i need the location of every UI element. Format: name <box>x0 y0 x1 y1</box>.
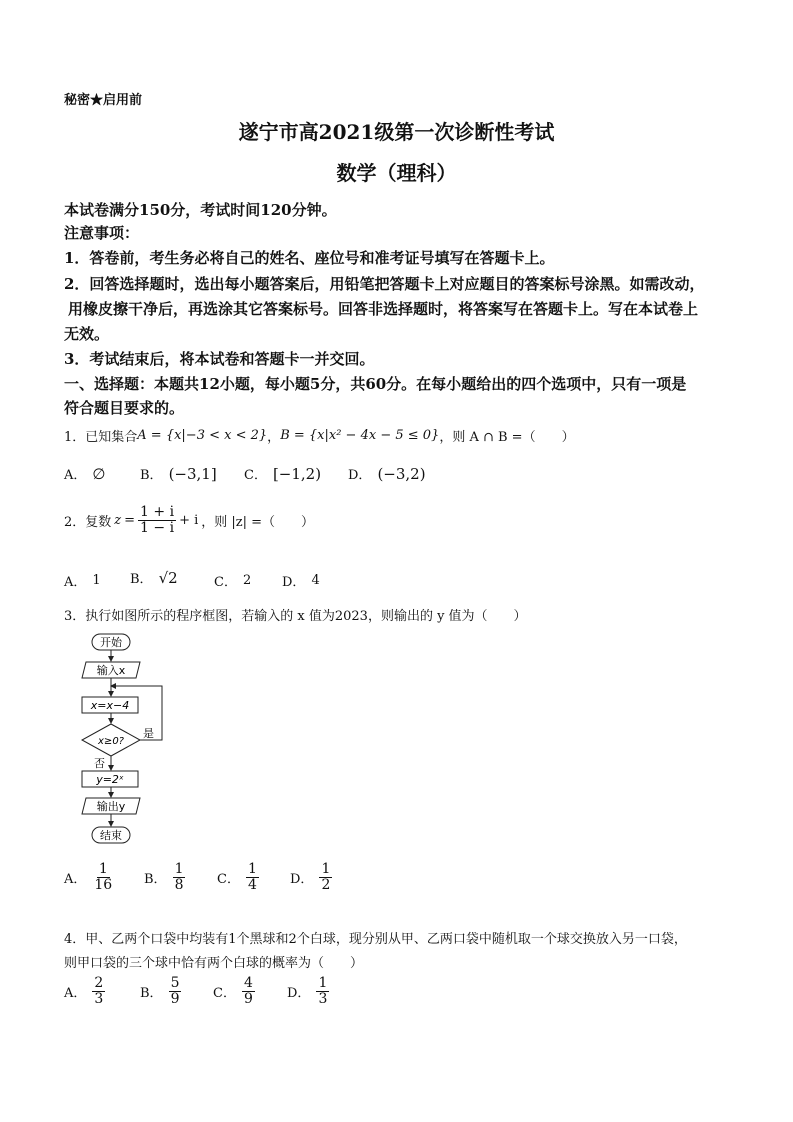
flow-input-text: 输入x <box>96 664 126 677</box>
q4-option-d[interactable] <box>287 976 329 1006</box>
flow-output-text: 输出y <box>96 800 126 813</box>
option-label: A． <box>64 468 87 483</box>
option-fraction <box>316 976 329 1006</box>
option-label: D． <box>282 575 306 590</box>
option-label: A． <box>64 871 87 887</box>
option-fraction <box>319 862 332 892</box>
flow-start-text: 开始 <box>100 636 122 649</box>
option-label: B． <box>130 572 153 587</box>
option-fraction <box>173 862 186 892</box>
question-4-line1: 4．甲、乙两个口袋中均装有1个黑球和2个白球，现分别从甲、乙两口袋中随机取一个球交换放入另一口袋， <box>64 932 687 947</box>
question-3: 3．执行如图所示的程序框图，若输入的 x 值为2023，则输出的 y 值为（ ） <box>64 609 527 624</box>
frac-num: 1 <box>98 861 108 877</box>
note-1: 1．答卷前，考生务必将自己的姓名、座位号和准考证号填写在答题卡上。 <box>64 249 555 267</box>
option-label: C． <box>214 575 237 590</box>
option-value: ∅ <box>92 464 106 483</box>
q2-suffix: ，则 |z| =（ ） <box>201 514 315 530</box>
q2-frac-den: 1 − i <box>140 519 175 536</box>
flow-end-text: 结束 <box>100 829 122 842</box>
q2-frac-num: 1 + i <box>140 504 175 520</box>
frac-num: 1 <box>318 975 328 991</box>
frac-den: 3 <box>94 990 104 1007</box>
q1-option-d[interactable] <box>348 464 426 483</box>
flow-assign-text: x=x−4 <box>90 699 130 712</box>
q3-option-c[interactable] <box>217 862 259 892</box>
flow-no-label: 否 <box>94 757 105 770</box>
option-value: (−3,2) <box>377 464 426 483</box>
flowchart <box>74 630 174 850</box>
section-1-line1: 一、选择题：本题共12小题，每小题5分，共60分。在每小题给出的四个选项中，只有一项是 <box>64 375 687 393</box>
flow-yes-label: 是 <box>143 727 154 740</box>
q1-option-c[interactable] <box>244 464 321 483</box>
q1-prefix: 1．已知集合 <box>64 430 138 445</box>
question-2 <box>64 505 314 535</box>
option-label: A． <box>64 575 87 590</box>
option-label: D． <box>348 468 372 483</box>
q2-prefix: 2．复数 <box>64 514 112 530</box>
section-1-line2: 符合题目要求的。 <box>64 399 185 417</box>
flow-compute-text: y=2ˣ <box>96 773 124 786</box>
option-label: C． <box>217 871 240 887</box>
exam-info: 本试卷满分150分，考试时间120分钟。 <box>64 201 337 219</box>
q2-option-c[interactable] <box>214 571 251 590</box>
flow-condition-text: x≥0? <box>98 736 124 747</box>
option-fraction <box>92 976 105 1006</box>
q1-option-b[interactable] <box>140 464 217 483</box>
q2-eq: = <box>124 512 136 528</box>
frac-den: 2 <box>321 876 331 893</box>
option-fraction <box>169 976 182 1006</box>
frac-num: 5 <box>170 975 180 991</box>
option-fraction <box>242 976 255 1006</box>
note-2-line2: 用橡皮擦干净后，再选涂其它答案标号。回答非选择题时，将答案写在答题卡上。写在本试卷上 <box>68 300 699 318</box>
q3-option-d[interactable] <box>290 862 332 892</box>
frac-den: 3 <box>318 990 328 1007</box>
frac-den: 9 <box>170 990 180 1007</box>
option-value: √2 <box>158 568 178 587</box>
q4-option-a[interactable] <box>64 976 105 1006</box>
q2-plus-i: + i <box>179 512 199 528</box>
question-4-line2: 则甲口袋的三个球中恰有两个白球的概率为（ ） <box>64 956 364 971</box>
frac-num: 1 <box>321 861 331 877</box>
exam-subtitle: 数学（理科） <box>336 161 457 185</box>
frac-num: 2 <box>94 975 104 991</box>
q1-suffix: ，则 A ∩ B =（ ） <box>439 430 575 445</box>
option-label: B． <box>140 985 163 1001</box>
q1-option-a[interactable] <box>64 464 105 483</box>
note-2-line3: 无效。 <box>64 325 110 343</box>
option-label: B． <box>144 871 167 887</box>
q1-comma: ， <box>267 430 281 445</box>
question-1 <box>64 426 575 445</box>
note-3: 3．考试结束后，将本试卷和答题卡一并交回。 <box>64 350 375 368</box>
option-label: C． <box>244 468 267 483</box>
option-value: 4 <box>311 573 320 588</box>
option-fraction <box>92 862 114 892</box>
option-value: (−3,1] <box>168 464 217 483</box>
exam-title: 遂宁市高2021级第一次诊断性考试 <box>238 120 555 144</box>
q4-option-b[interactable] <box>140 976 181 1006</box>
q2-fraction <box>138 505 176 535</box>
option-value: 1 <box>92 573 101 588</box>
q1-set-b: B = {x|x² − 4x − 5 ≤ 0} <box>280 428 440 443</box>
option-label: D． <box>287 985 311 1001</box>
option-value: [−1,2) <box>272 464 322 483</box>
q2-var: z <box>114 512 122 528</box>
frac-den: 4 <box>247 876 257 893</box>
notes-heading: 注意事项： <box>64 224 140 242</box>
frac-den: 8 <box>174 876 184 893</box>
option-fraction <box>246 862 259 892</box>
frac-num: 1 <box>247 861 257 877</box>
note-2-line1: 2．回答选择题时，选出每小题答案后，用铅笔把答题卡上对应题目的答案标号涂黑。如需改动， <box>64 275 705 293</box>
q2-option-b[interactable] <box>130 568 178 587</box>
option-label: B． <box>140 468 163 483</box>
q3-option-a[interactable] <box>64 862 114 892</box>
frac-num: 1 <box>174 861 184 877</box>
frac-den: 16 <box>94 876 113 893</box>
option-label: D． <box>290 871 314 887</box>
frac-den: 9 <box>243 990 253 1007</box>
q2-option-a[interactable] <box>64 571 101 590</box>
secret-label: 秘密★启用前 <box>64 93 143 108</box>
q4-option-c[interactable] <box>213 976 255 1006</box>
q1-set-a: A = {x|−3 < x < 2} <box>137 428 268 443</box>
option-label: A． <box>64 985 87 1001</box>
q2-option-d[interactable] <box>282 571 320 590</box>
frac-num: 4 <box>243 975 253 991</box>
option-label: C． <box>213 985 236 1001</box>
q3-option-b[interactable] <box>144 862 185 892</box>
option-value: 2 <box>242 573 252 588</box>
